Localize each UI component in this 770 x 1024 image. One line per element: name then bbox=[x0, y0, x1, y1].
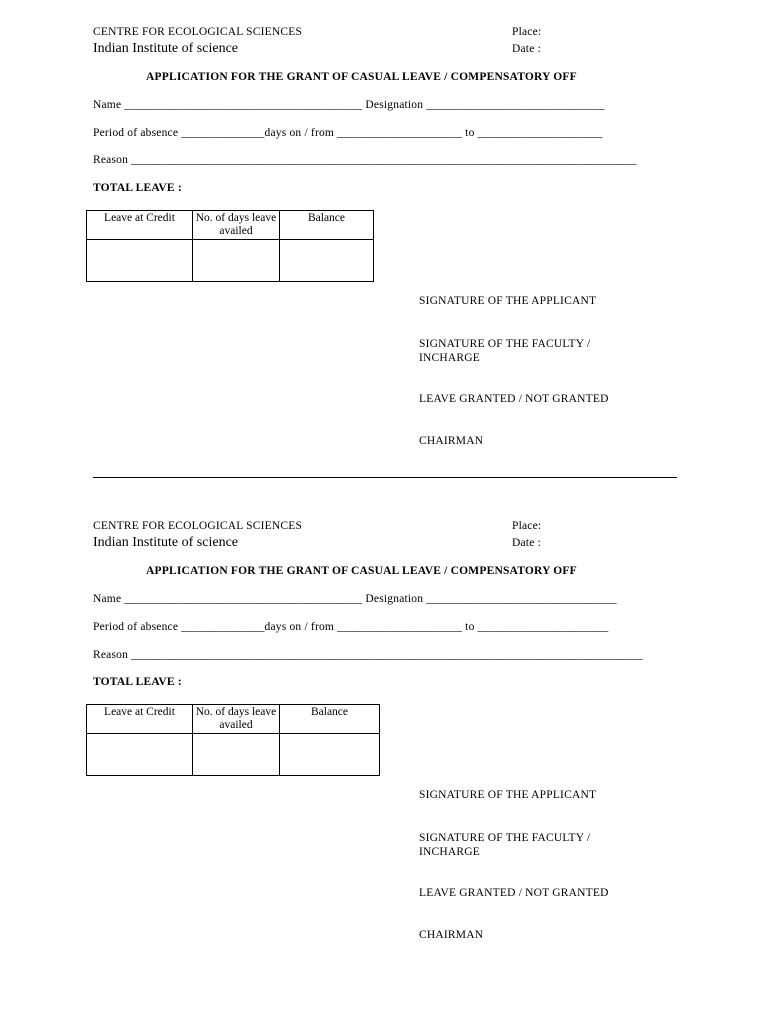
leave-form-1 bbox=[0, 0, 770, 480]
chairman-label: CHAIRMAN bbox=[419, 929, 484, 941]
leave-table bbox=[86, 704, 380, 776]
chairman-label: CHAIRMAN bbox=[419, 435, 484, 447]
signature-applicant-label: SIGNATURE OF THE APPLICANT bbox=[419, 295, 597, 307]
cell-days-availed[interactable] bbox=[193, 240, 280, 282]
name-designation-line: Name ________________________________________ Designation ______________________________ bbox=[93, 99, 605, 111]
signature-faculty-label: SIGNATURE OF THE FACULTY / INCHARGE bbox=[419, 832, 591, 858]
institute-name: Indian Institute of science bbox=[93, 535, 239, 550]
form-title: APPLICATION FOR THE GRANT OF CASUAL LEAVE / COMPENSATORY OFF bbox=[146, 565, 577, 577]
header-days-availed: No. of days leave availed bbox=[193, 211, 280, 240]
cell-leave-at-credit[interactable] bbox=[87, 734, 193, 776]
cell-days-availed[interactable] bbox=[193, 734, 280, 776]
header-days-availed: No. of days leave availed bbox=[193, 705, 280, 734]
leave-form-2 bbox=[0, 494, 770, 974]
cell-leave-at-credit[interactable] bbox=[87, 240, 193, 282]
centre-name: CENTRE FOR ECOLOGICAL SCIENCES bbox=[93, 26, 303, 38]
reason-line: Reason ______________________________________________________________________________________ bbox=[93, 649, 643, 661]
signature-faculty-label: SIGNATURE OF THE FACULTY / INCHARGE bbox=[419, 338, 591, 364]
separator-line bbox=[93, 477, 677, 478]
header-balance: Balance bbox=[280, 211, 374, 240]
header-leave-at-credit: Leave at Credit bbox=[87, 705, 193, 734]
cell-balance[interactable] bbox=[280, 734, 380, 776]
leave-status-label: LEAVE GRANTED / NOT GRANTED bbox=[419, 393, 609, 405]
date-label: Date : bbox=[512, 537, 541, 549]
form-title: APPLICATION FOR THE GRANT OF CASUAL LEAVE / COMPENSATORY OFF bbox=[146, 71, 577, 83]
reason-line: Reason _____________________________________________________________________________________ bbox=[93, 154, 637, 166]
leave-table bbox=[86, 210, 374, 282]
leave-status-label: LEAVE GRANTED / NOT GRANTED bbox=[419, 887, 609, 899]
period-line: Period of absence ______________days on / from _____________________ to _____________________ bbox=[93, 127, 603, 139]
place-label: Place: bbox=[512, 520, 542, 532]
name-designation-line: Name ________________________________________ Designation ________________________________ bbox=[93, 593, 617, 605]
cell-balance[interactable] bbox=[280, 240, 374, 282]
header-balance: Balance bbox=[280, 705, 380, 734]
period-line: Period of absence ______________days on / from _____________________ to ______________________ bbox=[93, 621, 609, 633]
place-label: Place: bbox=[512, 26, 542, 38]
centre-name: CENTRE FOR ECOLOGICAL SCIENCES bbox=[93, 520, 303, 532]
signature-applicant-label: SIGNATURE OF THE APPLICANT bbox=[419, 789, 597, 801]
total-leave-label: TOTAL LEAVE : bbox=[93, 182, 182, 194]
institute-name: Indian Institute of science bbox=[93, 41, 239, 56]
header-leave-at-credit: Leave at Credit bbox=[87, 211, 193, 240]
total-leave-label: TOTAL LEAVE : bbox=[93, 676, 182, 688]
date-label: Date : bbox=[512, 43, 541, 55]
